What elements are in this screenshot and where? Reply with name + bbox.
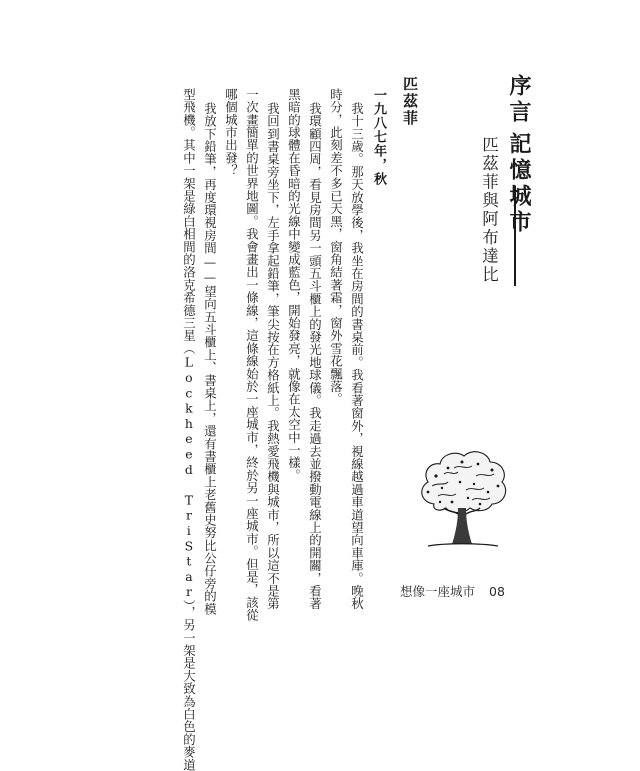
body-column-9: 型飛機。其中一架是綠白相間的洛克希德三星（Lockheed TriStar），另一架是大致為白色的麥道 — [181, 88, 197, 771]
date-heading: 一九八七年，秋 — [371, 88, 386, 186]
page-footer — [400, 582, 505, 600]
section-speaker-block — [402, 70, 422, 140]
chapter-title: 記憶城市 — [506, 132, 532, 236]
body-column-2: 時分，此刻差不多已天黑，窗角結著霜，窗外雪花飄落。 — [328, 88, 344, 406]
running-title: 想像一座城市 — [400, 584, 476, 599]
body-column-8: 我放下鉛筆，再度環視房間——望向五斗櫃上、書桌上，還有書櫃上老舊史努比公仔旁的模 — [202, 102, 218, 616]
body-column-1: 我十三歲。那天放學後，我坐在房間的書桌前。我看著窗外，視線越過車道望向車庫。晚秋 — [349, 102, 365, 610]
body-column-7: 哪個城市出發？ — [223, 88, 239, 177]
chapter-label: 序言 — [506, 74, 532, 126]
body-column-6: 一次畫簡單的世界地圖。我會畫出一條線，這條線始於一座城市，終於另一座城市。但是，該從 — [244, 88, 260, 622]
chapter-subtitle: 匹茲菲與阿布達比 — [479, 136, 499, 284]
body-column-5: 我回到書桌旁坐下，左手拿起鉛筆，筆尖按在方格紙上。我熱愛飛機與城市，所以這不是第 — [265, 102, 281, 610]
section-speaker: 匹茲菲 — [401, 76, 419, 127]
body-column-4: 黑暗的球體在昏暗的光線中變成藍色，開始發亮，就像在太空中一樣。 — [286, 88, 302, 482]
tree-illustration-icon — [414, 446, 510, 552]
chapter-title-block — [478, 74, 542, 364]
page-number: 08 — [489, 584, 505, 599]
body-column-3: 我環顧四周，看見房間另一頭五斗櫃上的發光地球儀。我走過去並撥動電線上的開關，看著 — [307, 102, 323, 610]
